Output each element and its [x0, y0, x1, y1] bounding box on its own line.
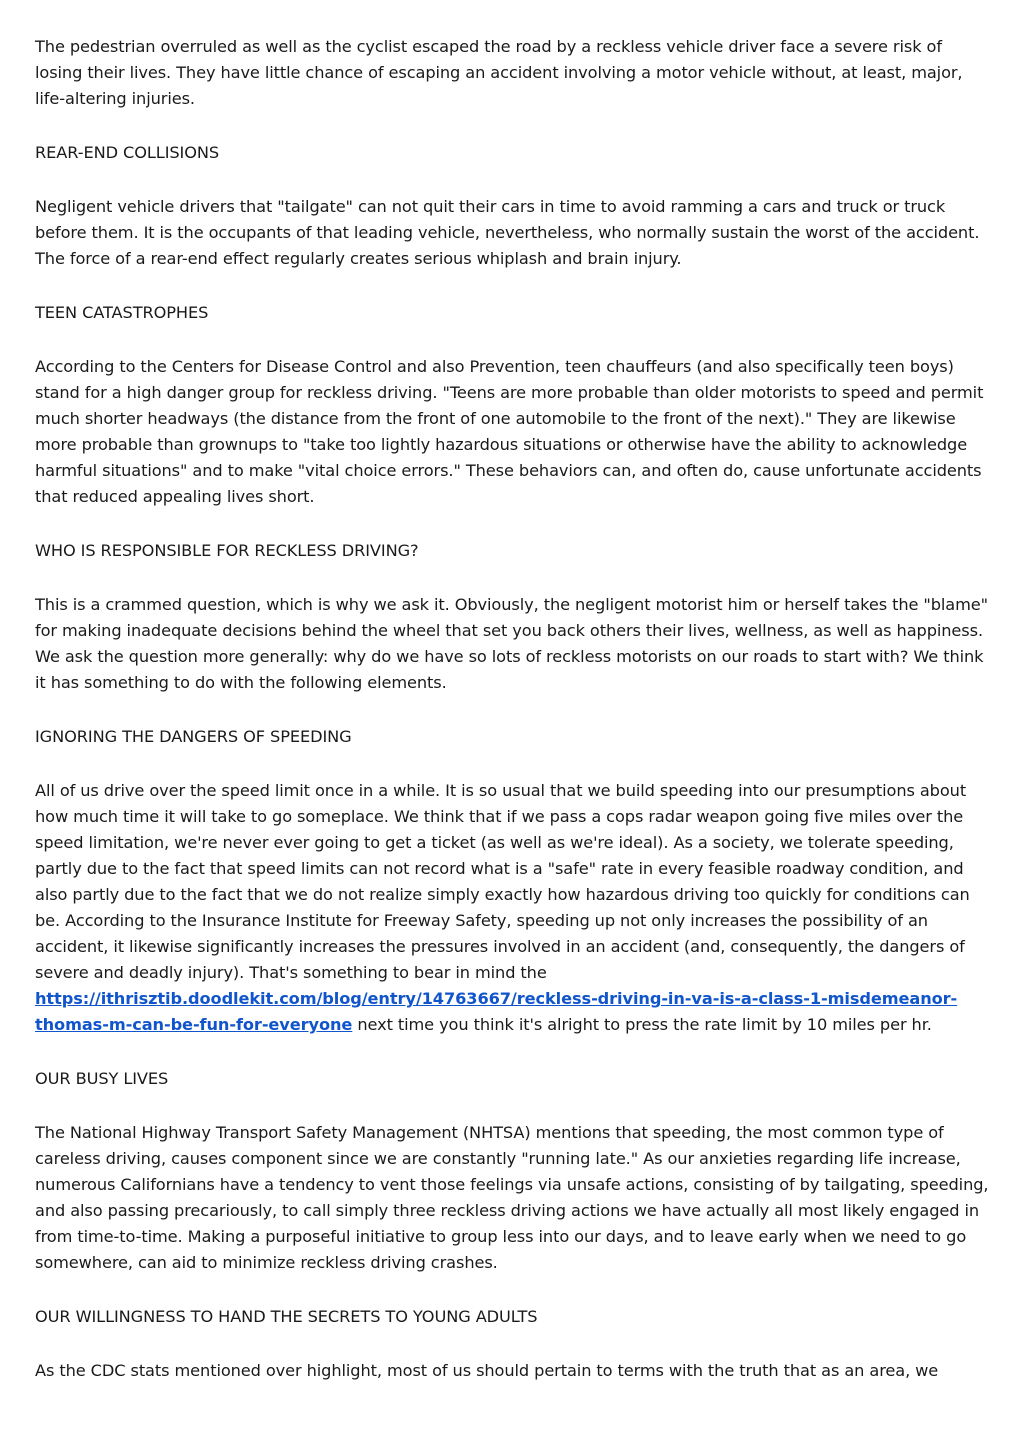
paragraph-cdc: As the CDC stats mentioned over highlight, most of us should pertain to terms with the truth that as an area, we: [35, 1361, 939, 1380]
article-link[interactable]: https://ithrisztib.doodlekit.com/blog/entry/14763667/reckless-driving-in-va-is-a-class-1-misdemeanor-thomas-m-can-be-fun-for-everyone: [35, 989, 958, 1034]
paragraph-busy-lives: The National Highway Transport Safety Management (NHTSA) mentions that speeding, the most common type of careless driving, causes component since we are constantly "running late." As our anxieties regarding life increase, numerous Californians have a tendency to vent those feelings via unsafe actions, consisting of by tailgating, speeding, and also passing precariously, to call simply three reckless driving actions we have actually all most likely engaged in from time-to-time. Making a purposeful initiative to group less into our days, and to leave early when we need to go somewhere, can aid to minimize reckless driving crashes.: [35, 1123, 989, 1272]
paragraph-rear-end: Negligent vehicle drivers that "tailgate" can not quit their cars in time to avoid ramming a cars and truck or truck before them. It is the occupants of that leading vehicle, nevertheless, who normally sustain the worst of the accident. The force of a rear-end effect regularly creates serious whiplash and brain injury.: [35, 197, 980, 268]
heading-busy-lives: OUR BUSY LIVES: [35, 1069, 169, 1088]
heading-willingness: OUR WILLINGNESS TO HAND THE SECRETS TO YOUNG ADULTS: [35, 1307, 538, 1326]
paragraph-intro: The pedestrian overruled as well as the cyclist escaped the road by a reckless vehicle driver face a severe risk of losing their lives. They have little chance of escaping an accident involving a motor vehicle without, at least, major, life-altering injuries.: [35, 37, 963, 108]
heading-rear-end-collisions: REAR-END COLLISIONS: [35, 143, 220, 162]
paragraph-speeding: [35, 778, 990, 1038]
heading-teen-catastrophes: TEEN CATASTROPHES: [35, 303, 209, 322]
paragraph-speeding-tail: next time you think it's alright to press the rate limit by 10 miles per hr.: [352, 1015, 932, 1034]
paragraph-teen: According to the Centers for Disease Control and also Prevention, teen chauffeurs (and also specifically teen boys) stand for a high danger group for reckless driving. "Teens are more probable than older motorists to speed and permit much shorter headways (the distance from the front of one automobile to the front of the next)." They are likewise more probable than grownups to "take too lightly hazardous situations or otherwise have the ability to acknowledge harmful situations" and to make "vital choice errors." These behaviors can, and often do, cause unfortunate accidents that reduced appealing lives short.: [35, 357, 984, 506]
paragraph-speeding-text: All of us drive over the speed limit once in a while. It is so usual that we build speeding into our presumptions about how much time it will take to go someplace. We think that if we pass a cops radar weapon going five miles over the speed limitation, we're never ever going to get a ticket (as well as we're ideal). As a society, we tolerate speeding, partly due to the fact that speed limits can not record what is a "safe" rate in every feasible roadway condition, and also partly due to the fact that we do not realize simply exactly how hazardous driving too quickly for conditions can be. According to the Insurance Institute for Freeway Safety, speeding up not only increases the possibility of an accident, it likewise significantly increases the pressures involved in an accident (and, consequently, the dangers of severe and deadly injury). That's something to bear in mind the: [35, 781, 970, 982]
heading-who-is-responsible: WHO IS RESPONSIBLE FOR RECKLESS DRIVING?: [35, 541, 419, 560]
paragraph-responsible: This is a crammed question, which is why we ask it. Obviously, the negligent motorist him or herself takes the "blame" for making inadequate decisions behind the wheel that set you back others their lives, wellness, as well as happiness. We ask the question more generally: why do we have so lots of reckless motorists on our roads to start with? We think it has something to do with the following elements.: [35, 595, 988, 692]
heading-ignoring-dangers: IGNORING THE DANGERS OF SPEEDING: [35, 727, 352, 746]
document-body: [35, 34, 990, 1412]
